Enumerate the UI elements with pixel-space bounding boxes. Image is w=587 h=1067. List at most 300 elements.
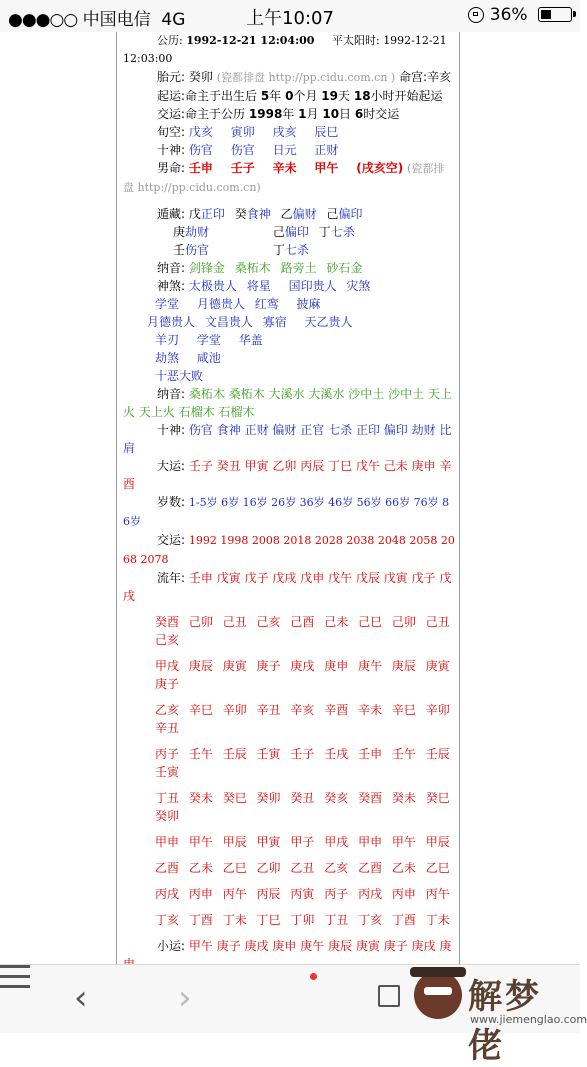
row-nayin (123, 259, 455, 277)
row-nanming (123, 159, 455, 197)
liunian-cell: 庚午 (358, 659, 383, 673)
liunian-cell: 丁亥 (358, 913, 383, 927)
canggan-shen: 七杀 (284, 243, 309, 257)
liunian-cell: 癸卯 (155, 809, 180, 823)
liunian-cell: 癸丑 (290, 791, 315, 805)
pillar-year: 壬申 (188, 161, 213, 175)
liunian-cell: 乙未 (391, 861, 416, 875)
source-link[interactable]: (瓷都排盘 http://pp.cidu.com.cn) (123, 162, 445, 194)
canggan-shen: 正印 (200, 207, 225, 221)
canggan-gan: 丁 (318, 225, 331, 239)
nayin2-cell: 石榴木 (218, 405, 255, 419)
shishen-cell: 伤官 (230, 143, 255, 157)
liunian-cell: 辛卯 (222, 703, 247, 717)
liunian-cell: 乙巳 (425, 861, 450, 875)
liunian-cell: 庚寅 (222, 659, 247, 673)
liunian-cell: 庚寅 (425, 659, 450, 673)
canggan-gan: 丁 (272, 243, 285, 257)
tabs-icon[interactable] (378, 985, 400, 1007)
liunian-cell: 辛巳 (391, 703, 416, 717)
jiaoyun-hour: 6 (354, 107, 364, 121)
liunian-cell: 壬申 (188, 571, 213, 585)
label-dayun: 大运: (157, 459, 186, 473)
shensha-cell: 天乙贵人 (304, 315, 353, 329)
liunian-cell: 甲寅 (256, 835, 281, 849)
liunian-cell: 丙午 (222, 887, 247, 901)
shishen2-cell: 正财 (244, 423, 269, 437)
nayin2-cell: 沙中土 (388, 387, 425, 401)
nayin-cell: 砂石金 (326, 261, 363, 275)
jiaoyun-year-cell: 2068 (123, 534, 455, 566)
status-time: 上午10:07 (246, 8, 334, 29)
shensha-cell: 羊刃 (155, 333, 180, 347)
row-nayin-dayun (123, 385, 455, 421)
canggan-shen: 食神 (246, 207, 271, 221)
label-ping: 平太阳时: (331, 34, 380, 47)
label-nanming: 男命: (157, 161, 186, 175)
shensha-cell: 文昌贵人 (204, 315, 253, 329)
liunian-cell: 癸酉 (358, 791, 383, 805)
bazi-result-page[interactable] (116, 32, 460, 964)
status-bar (0, 0, 580, 32)
jiaoyun-year-cell: 2028 (314, 534, 343, 547)
logo-hat-icon (410, 967, 466, 977)
label-nayin2: 纳音: (157, 387, 186, 401)
liunian-row (123, 613, 455, 649)
liunian-cell: 戊寅 (216, 571, 241, 585)
source-link[interactable]: (瓷都排盘 http://pp.cidu.com.cn ) (216, 71, 396, 84)
liunian-row (123, 789, 455, 825)
dayun-cell: 辛酉 (123, 459, 452, 491)
liunian-cell: 甲午 (188, 835, 213, 849)
jiaoyun-text: 命主于公历 (185, 107, 246, 121)
jiaoyun-year-cell: 2058 (409, 534, 438, 547)
liunian-cell: 己丑 (425, 615, 450, 629)
row-dayun (123, 457, 455, 493)
jiaoyun-year-cell: 2078 (140, 553, 169, 566)
shensha-cell: 华盖 (238, 333, 263, 347)
liunian-cell: 丁酉 (391, 913, 416, 927)
shensha-cell: 灾煞 (346, 279, 371, 293)
liunian-cell: 甲子 (290, 835, 315, 849)
liunian-row (123, 745, 455, 781)
shensha-cell: 劫煞 (155, 351, 180, 365)
liunian-cell: 甲辰 (222, 835, 247, 849)
shishen2-cell: 食神 (216, 423, 241, 437)
liunian-row (123, 911, 455, 929)
jiaoyun-t4: 时交运 (363, 107, 400, 121)
liunian-cell: 丁未 (222, 913, 247, 927)
liunian-cell: 戊辰 (355, 571, 380, 585)
label-taiyuan: 胎元: (157, 70, 186, 84)
label-suishu: 岁数: (157, 495, 186, 509)
jiaoyun-day: 10 (322, 107, 340, 121)
liunian-cell: 戊子 (411, 571, 436, 585)
xiaoyun-cell: 庚辰 (328, 939, 353, 953)
liunian-cell: 壬辰 (222, 747, 247, 761)
liunian-cell: 庚戌 (290, 659, 315, 673)
liunian-row (123, 885, 455, 903)
xiaoyun-cell: 庚午 (300, 939, 325, 953)
xiaoyun-cell: 庚子 (216, 939, 241, 953)
liunian-row (123, 833, 455, 851)
shensha-cell: 太极贵人 (188, 279, 237, 293)
dayun-cell: 丁巳 (328, 459, 353, 473)
qiyun-years: 5 (260, 89, 270, 103)
back-icon[interactable]: ‹ (74, 978, 88, 1018)
xiaoyun-cell: 庚戌 (244, 939, 269, 953)
liunian-cell: 丙戌 (358, 887, 383, 901)
xunkong-cell: 寅卯 (230, 125, 255, 139)
liunian-cell: 癸巳 (425, 791, 450, 805)
row-shishen-dayun (123, 421, 455, 457)
dayun-cell: 癸丑 (216, 459, 241, 473)
liunian-cell: 癸未 (391, 791, 416, 805)
liunian-cell: 丁丑 (155, 791, 180, 805)
dayun-cell: 甲寅 (244, 459, 269, 473)
liunian-cell: 丙寅 (290, 887, 315, 901)
notification-dot (310, 973, 317, 980)
canggan-gan: 庚 (173, 225, 186, 239)
liunian-cell: 辛未 (358, 703, 383, 717)
shensha-cell: 学堂 (155, 297, 180, 311)
canggan-shen: 偏财 (292, 207, 317, 221)
jiaoyun-year-cell: 1992 (188, 534, 217, 547)
liunian-cell: 乙亥 (324, 861, 349, 875)
suishu-cell: 6岁 (221, 496, 240, 509)
label-jiaoyun: 交运: (157, 107, 186, 121)
value-gongli: 1992-12-21 12:04:00 (186, 34, 315, 47)
jiaoyun-year-cell: 2038 (346, 534, 375, 547)
liunian-cell: 己亥 (155, 633, 180, 647)
liunian-cell: 辛巳 (188, 703, 213, 717)
qiyun-t1: 年 (269, 89, 282, 103)
dayun-cell: 戊午 (355, 459, 380, 473)
nayin-cell: 路旁土 (280, 261, 317, 275)
liunian-cell: 辛丑 (256, 703, 281, 717)
suishu-cell: 46岁 (328, 496, 354, 509)
canggan-gan: 癸 (234, 207, 247, 221)
jiaoyun-month: 1 (298, 107, 307, 121)
liunian-cell: 庚子 (256, 659, 281, 673)
dayun-cell: 乙卯 (272, 459, 297, 473)
row-shensha-2 (123, 295, 455, 313)
pillar-day: 辛未 (272, 161, 297, 175)
xunkong-cell: 辰巳 (314, 125, 339, 139)
suishu-cell: 66岁 (385, 496, 411, 509)
nayin2-cell: 石榴木 (178, 405, 215, 419)
liunian-cell: 辛丑 (155, 721, 180, 735)
shishen2-cell: 偏印 (383, 423, 408, 437)
row-xunkong (123, 123, 455, 141)
suishu-cell: 86岁 (123, 496, 450, 528)
liunian-cell: 丁酉 (188, 913, 213, 927)
suishu-cell: 26岁 (271, 496, 297, 509)
row-shensha-4 (123, 331, 455, 349)
liunian-row (123, 701, 455, 737)
dayun-cell: 丙辰 (300, 459, 325, 473)
row-suishu (123, 493, 455, 531)
jiaoyun-year-cell: 1998 (220, 534, 249, 547)
shensha-cell: 披麻 (296, 297, 321, 311)
label-liunian: 流年: (157, 571, 186, 585)
nayin-cell: 桑柘木 (234, 261, 271, 275)
liunian-cell: 庚子 (155, 677, 180, 691)
pillar-hour: 甲午 (314, 161, 339, 175)
liunian-cell: 癸未 (188, 791, 213, 805)
canggan-gan: 己 (326, 207, 339, 221)
qiyun-months: 0 (285, 89, 294, 103)
canggan-shen: 伤官 (185, 243, 210, 257)
row-jiaoyun-years (123, 531, 455, 569)
battery-fill (541, 10, 551, 19)
nayin2-cell: 天上火 (138, 405, 175, 419)
row-canggan (123, 205, 455, 223)
liunian-cell: 乙巳 (222, 861, 247, 875)
suishu-cell: 16岁 (242, 496, 268, 509)
carrier-name: 中国电信 (82, 10, 151, 30)
label-nayin: 纳音: (157, 261, 186, 275)
suishu-cell: 36岁 (299, 496, 325, 509)
nayin-cell: 剑锋金 (188, 261, 225, 275)
label-shishen2: 十神: (157, 423, 186, 437)
liunian-cell: 丙午 (425, 887, 450, 901)
liunian-cell: 壬戌 (324, 747, 349, 761)
liunian-row (123, 859, 455, 877)
liunian-cell: 辛酉 (324, 703, 349, 717)
row-canggan-3 (123, 241, 455, 259)
liunian-cell: 庚辰 (188, 659, 213, 673)
qiyun-hours: 18 (353, 89, 371, 103)
label-xiaoyun: 小运: (157, 939, 186, 953)
row-shensha-3 (123, 313, 455, 331)
liunian-cell: 丁巳 (256, 913, 281, 927)
label-minggong: 命宫: (399, 70, 428, 84)
jiaoyun-t3: 日 (339, 107, 352, 121)
status-right (468, 5, 572, 25)
forward-icon[interactable]: › (178, 978, 192, 1018)
network-type: 4G (161, 10, 186, 30)
canggan-shen: 劫财 (185, 225, 210, 239)
liunian-cell: 甲戌 (324, 835, 349, 849)
shensha-cell: 学堂 (196, 333, 221, 347)
nayin2-cell: 大溪水 (308, 387, 345, 401)
liunian-cell: 壬午 (391, 747, 416, 761)
liunian-cell: 壬寅 (155, 765, 180, 779)
liunian-cell: 戊申 (300, 571, 325, 585)
value-taiyuan: 癸卯 (188, 70, 213, 84)
liunian-cell: 甲辰 (425, 835, 450, 849)
liunian-cell: 辛亥 (290, 703, 315, 717)
jiaoyun-year: 1998 (248, 107, 283, 121)
shishen2-cell: 伤官 (188, 423, 213, 437)
watermark-title: 解梦佬 (468, 977, 542, 1066)
label-shensha: 神煞: (157, 279, 186, 293)
logo-face-icon (414, 971, 462, 1019)
label-xunkong: 旬空: (157, 125, 186, 139)
row-taiyuan (123, 68, 455, 87)
shensha-cell: 月德贵人 (147, 315, 196, 329)
nayin2-cell: 大溪水 (268, 387, 305, 401)
row-canggan-2 (123, 223, 455, 241)
jiaoyun-t1: 年 (282, 107, 295, 121)
jiaoyun-year-cell: 2048 (377, 534, 406, 547)
liunian-cell: 丁卯 (290, 913, 315, 927)
liunian-cell: 戊寅 (383, 571, 408, 585)
liunian-cell: 丙辰 (256, 887, 281, 901)
liunian-cell: 己亥 (256, 615, 281, 629)
liunian-cell: 己巳 (358, 615, 383, 629)
liunian-cell: 甲申 (155, 835, 180, 849)
browser-toolbar (0, 964, 587, 1066)
liunian-rows (123, 613, 455, 929)
shishen2-cell: 比肩 (123, 423, 452, 455)
liunian-cell: 癸亥 (324, 791, 349, 805)
qiyun-days: 19 (321, 89, 338, 103)
liunian-cell: 己未 (324, 615, 349, 629)
canggan-gan: 乙 (280, 207, 293, 221)
canggan-gan: 壬 (173, 243, 186, 257)
liunian-cell: 癸卯 (256, 791, 281, 805)
suishu-cell: 76岁 (413, 496, 439, 509)
shishen-cell: 伤官 (188, 143, 213, 157)
shensha-cell: 十恶大败 (155, 369, 204, 383)
liunian-cell: 壬午 (188, 747, 213, 761)
shishen2-cell: 劫财 (411, 423, 436, 437)
kong-note: (戌亥空) (356, 161, 404, 175)
liunian-cell: 壬寅 (256, 747, 281, 761)
row-shensha-6 (123, 367, 455, 385)
liunian-cell: 甲戌 (155, 659, 180, 673)
row-qiyun (123, 87, 455, 105)
canggan-shen: 七杀 (330, 225, 355, 239)
label-canggan: 遁藏: (157, 207, 186, 221)
suishu-cell: 56岁 (356, 496, 382, 509)
liunian-cell: 乙卯 (256, 861, 281, 875)
liunian-cell: 戊戌 (123, 571, 452, 603)
row-jiaoyun (123, 105, 455, 123)
shensha-cell: 将星 (246, 279, 271, 293)
liunian-cell: 己丑 (222, 615, 247, 629)
shishen2-cell: 七杀 (328, 423, 353, 437)
liunian-cell: 癸巳 (222, 791, 247, 805)
row-shensha-5 (123, 349, 455, 367)
shensha-cell: 国印贵人 (288, 279, 337, 293)
shishen2-cell: 正官 (300, 423, 325, 437)
pillar-month: 壬子 (230, 161, 255, 175)
shensha-cell: 月德贵人 (196, 297, 245, 311)
menu-icon[interactable] (0, 965, 30, 989)
liunian-cell: 丙戌 (155, 887, 180, 901)
canggan-gan: 戊 (188, 207, 201, 221)
xiaoyun-cell: 庚寅 (355, 939, 380, 953)
nayin2-cell: 桑柘木 (228, 387, 265, 401)
liunian-cell: 戊戌 (272, 571, 297, 585)
liunian-cell: 壬辰 (425, 747, 450, 761)
dayun-cell: 己未 (383, 459, 408, 473)
liunian-cell: 庚辰 (391, 659, 416, 673)
rotation-lock-icon (468, 7, 484, 23)
liunian-cell: 壬子 (290, 747, 315, 761)
canggan-shen: 偏印 (284, 225, 309, 239)
jiaoyun-year-cell: 2018 (283, 534, 312, 547)
liunian-cell: 己卯 (188, 615, 213, 629)
xunkong-cell: 戊亥 (188, 125, 213, 139)
watermark-url: www.jiemenglao.com (470, 1013, 587, 1026)
xunkong-cell: 戌亥 (272, 125, 297, 139)
watermark-logo (408, 967, 587, 1066)
row-liunian (123, 569, 455, 605)
dayun-cell: 庚申 (411, 459, 436, 473)
label-gongli: 公历: (157, 34, 183, 47)
canggan-shen: 偏印 (338, 207, 363, 221)
shensha-cell: 红鸾 (254, 297, 279, 311)
liunian-cell: 乙丑 (290, 861, 315, 875)
liunian-cell: 甲午 (391, 835, 416, 849)
suishu-cell: 1-5岁 (188, 496, 218, 509)
liunian-cell: 丙子 (324, 887, 349, 901)
row-shishen (123, 141, 455, 159)
xiaoyun-cell: 庚申 (272, 939, 297, 953)
jiaoyun-t2: 月 (306, 107, 319, 121)
row-gongli (123, 32, 455, 68)
liunian-cell: 乙酉 (155, 861, 180, 875)
shishen-cell: 日元 (272, 143, 297, 157)
xiaoyun-cell: 庚子 (383, 939, 408, 953)
liunian-cell: 丁亥 (155, 913, 180, 927)
liunian-cell: 丙申 (188, 887, 213, 901)
liunian-cell: 乙亥 (155, 703, 180, 717)
battery-icon (538, 7, 572, 22)
value-minggong: 辛亥 (427, 70, 452, 84)
nayin2-cell: 天上火 (123, 387, 452, 419)
battery-percent: 36% (489, 5, 528, 25)
liunian-cell: 辛卯 (425, 703, 450, 717)
liunian-cell: 丁丑 (324, 913, 349, 927)
bazi-result-content (117, 32, 459, 1009)
shensha-cell: 寡宿 (262, 315, 287, 329)
xiaoyun-cell: 甲午 (188, 939, 213, 953)
nayin2-cell: 沙中土 (348, 387, 385, 401)
shensha-cell: 咸池 (196, 351, 221, 365)
qiyun-t4: 小时开始起运 (370, 89, 443, 103)
liunian-cell: 戊午 (328, 571, 353, 585)
liunian-row (123, 657, 455, 693)
row-shensha (123, 277, 455, 295)
liunian-cell: 乙酉 (358, 861, 383, 875)
qiyun-t3: 天 (338, 89, 351, 103)
jiaoyun-year-cell: 2008 (251, 534, 280, 547)
dayun-cell: 壬子 (188, 459, 213, 473)
liunian-cell: 丙子 (155, 747, 180, 761)
label-jiaoyun-years: 交运: (157, 533, 186, 547)
liunian-cell: 癸酉 (155, 615, 180, 629)
label-shishen: 十神: (157, 143, 186, 157)
liunian-cell: 戊子 (244, 571, 269, 585)
shishen2-cell: 偏财 (272, 423, 297, 437)
shishen2-cell: 正印 (355, 423, 380, 437)
liunian-cell: 丁未 (425, 913, 450, 927)
nayin2-cell: 桑柘木 (188, 387, 225, 401)
liunian-cell: 庚申 (324, 659, 349, 673)
xiaoyun-cell: 庚戌 (411, 939, 436, 953)
value-ping: 1992-12-21 12:03:00 (123, 34, 447, 65)
qiyun-t2: 个月 (293, 89, 318, 103)
liunian-cell: 壬申 (358, 747, 383, 761)
liunian-cell: 丙申 (391, 887, 416, 901)
liunian-cell: 乙未 (188, 861, 213, 875)
qiyun-text: 命主于出生后 (185, 89, 258, 103)
